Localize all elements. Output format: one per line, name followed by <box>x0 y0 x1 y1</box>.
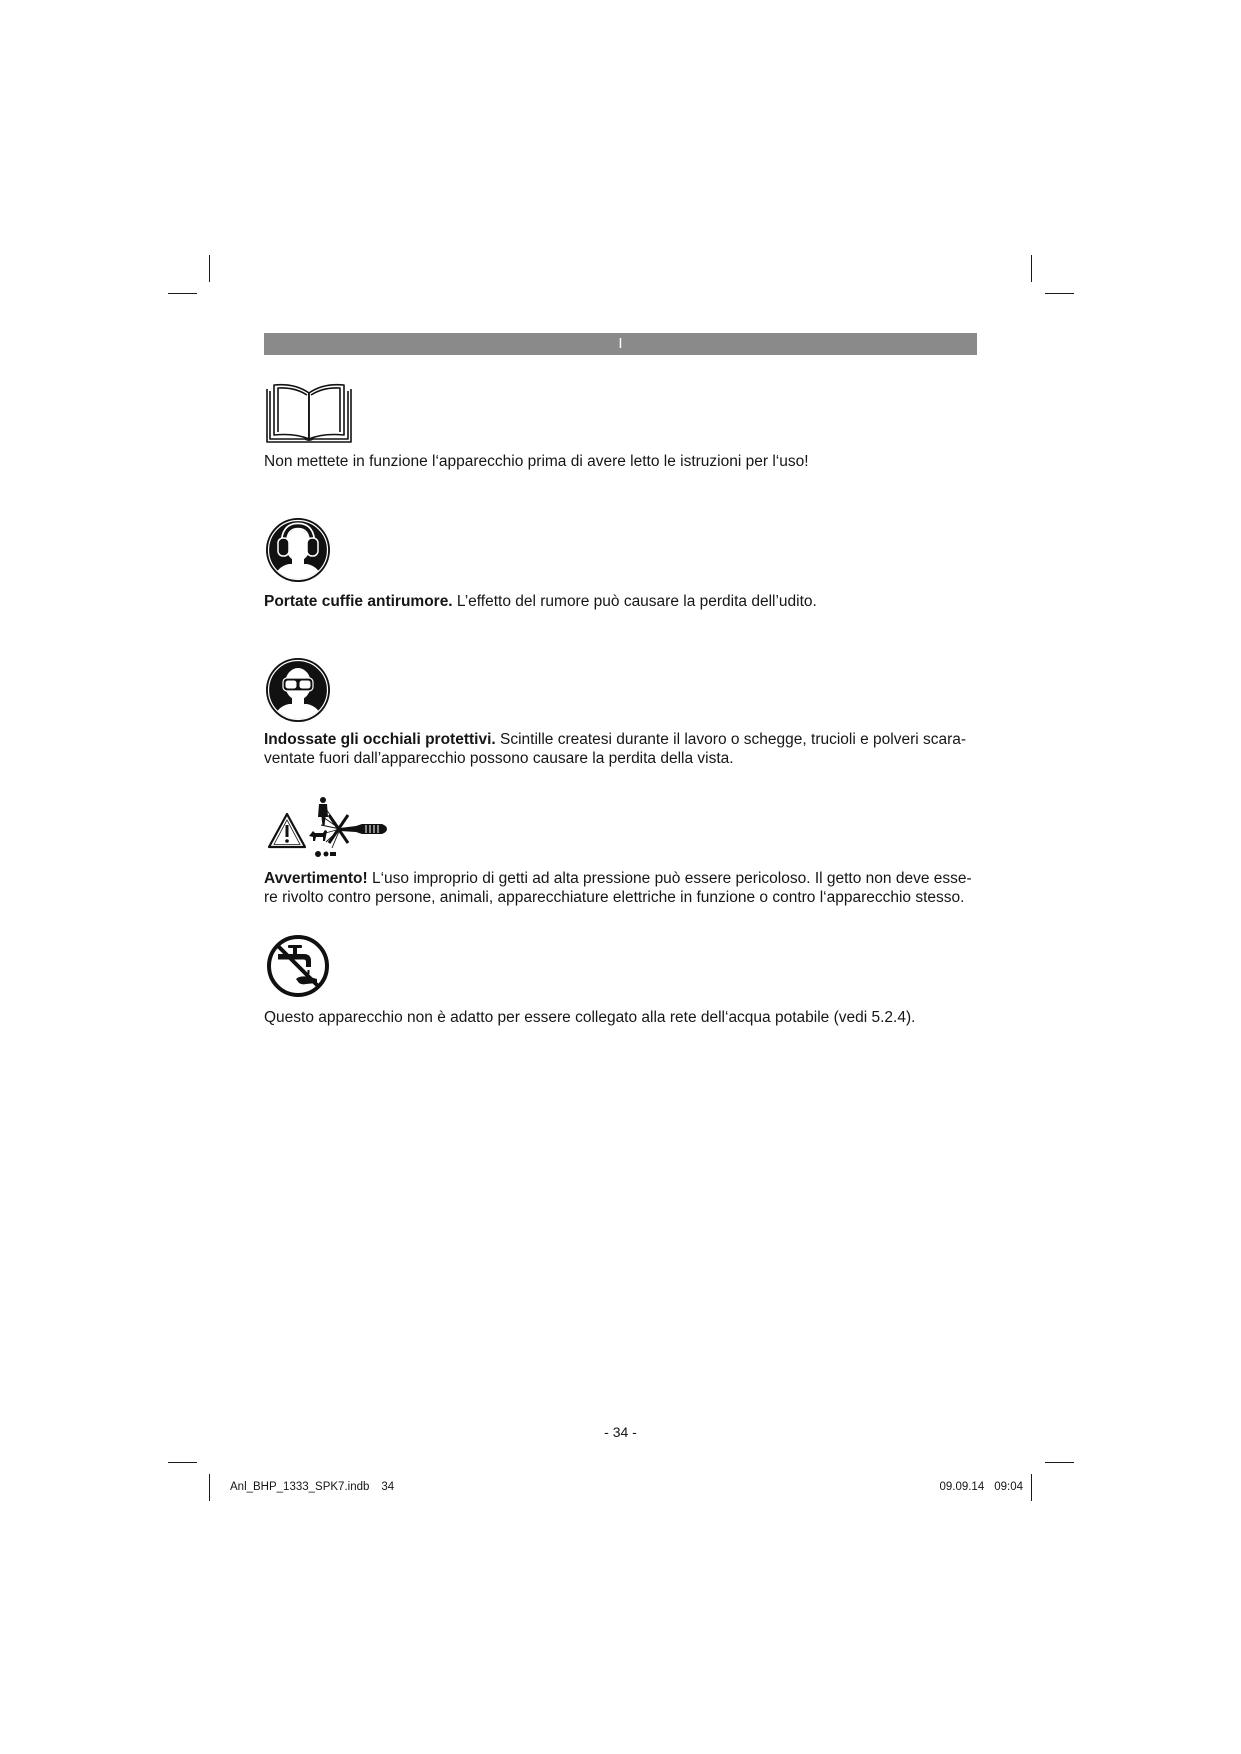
eye-protection-text-line-2 <box>264 749 734 768</box>
high-pressure-warning-text-line-1 <box>264 869 972 888</box>
page-number: - 34 - <box>604 1424 637 1440</box>
high-pressure-jet-warning-icon <box>266 795 388 860</box>
language-tab-bar <box>264 333 977 355</box>
footer-time: 09:04 <box>994 1481 1023 1493</box>
no-drinking-water-text <box>264 1008 915 1027</box>
crop-mark-top-right-horizontal <box>1045 293 1074 294</box>
crop-mark-top-left-horizontal <box>168 293 197 294</box>
eye-protection-goggles-icon <box>265 657 331 723</box>
high-pressure-warning-heading: Avvertimento! <box>264 870 368 887</box>
eye-protection-text-line-1 <box>264 730 966 749</box>
crop-mark-top-right-vertical <box>1031 255 1032 282</box>
crop-mark-bottom-right-horizontal <box>1045 1462 1074 1463</box>
ear-protection-text <box>264 592 817 611</box>
no-drinking-water-connection-icon <box>266 934 330 998</box>
crop-mark-bottom-left-horizontal <box>168 1462 197 1463</box>
eye-protection-heading: Indossate gli occhiali protettivi. <box>264 731 496 748</box>
read-manual-book-icon <box>265 381 353 444</box>
eye-protection-line-2: ventate fuori dall’apparecchio possono causare la perdita della vista. <box>264 750 734 767</box>
no-drinking-water-line-1: Questo apparecchio non è adatto per essere collegato alla rete dell‘acqua potabile (vedi 5.2.4). <box>264 1009 916 1026</box>
footer-file-page: 34 <box>381 1481 395 1493</box>
footer-file-info <box>230 1480 394 1494</box>
high-pressure-warning-line-2: re rivolto contro persone, animali, apparecchiature elettriche in funzione o contro l‘apparecchio stesso. <box>264 889 965 906</box>
read-manual-text <box>264 452 809 471</box>
language-tab-label: I <box>618 335 623 352</box>
crop-mark-top-left-vertical <box>209 255 210 282</box>
footer-print-timestamp <box>939 1480 1023 1494</box>
crop-mark-bottom-left-vertical <box>209 1474 210 1501</box>
ear-protection-heading: Portate cuffie antirumore. <box>264 593 453 610</box>
crop-mark-bottom-right-vertical <box>1031 1474 1032 1501</box>
read-manual-line-1: Non mettete in funzione l‘apparecchio prima di avere letto le istruzioni per l‘uso! <box>264 453 809 470</box>
ear-protection-line-1: L’effetto del rumore può causare la perdita dell’udito. <box>452 593 817 610</box>
footer-file-name: Anl_BHP_1333_SPK7.indb <box>230 1481 370 1493</box>
eye-protection-line-1: Scintille createsi durante il lavoro o schegge, trucioli e polveri scara- <box>495 731 967 748</box>
ear-protection-icon <box>265 517 331 583</box>
footer-date: 09.09.14 <box>939 1481 985 1493</box>
high-pressure-warning-text-line-2 <box>264 888 964 907</box>
high-pressure-warning-line-1: L‘uso improprio di getti ad alta pressione può essere pericoloso. Il getto non deve esse- <box>367 870 972 887</box>
